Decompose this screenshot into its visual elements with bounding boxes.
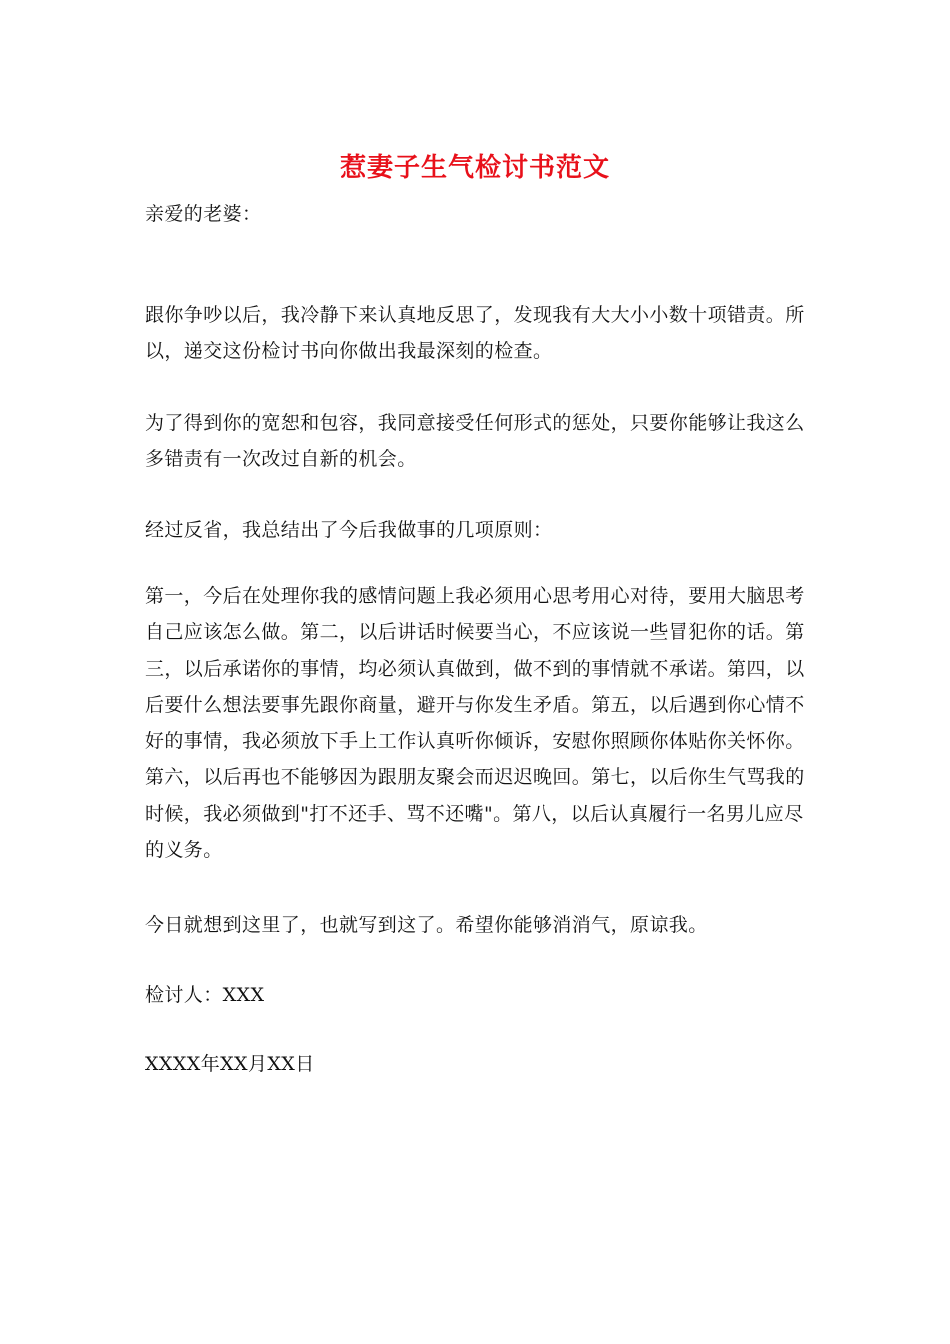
paragraph-forgiveness: 为了得到你的宽恕和包容，我同意接受任何形式的惩处，只要你能够让我这么多错责有一次改过自新的机会。 xyxy=(145,412,805,471)
document-title: 惹妻子生气检讨书范文 xyxy=(339,153,610,183)
paragraph-principles-list: 第一，今后在处理你我的感情问题上我必须用心思考用心对待，要用大脑思考自己应该怎么做。第二，以后讲话时候要当心，不应该说一些冒犯你的话。第三，以后承诺你的事情，均必须认真做到，做不到的事情就不承诺。第四，以后要什么想法要事先跟你商量，避开与你发生矛盾。第五，以后遇到你心情不好的事情，我必须放下手上工作认真听你倾诉，安慰你照顾你体贴你关怀你。第六，以后再也不能够因为跟朋友聚会而迟迟晚回。第七，以后你生气骂我的时候，我必须做到"打不还手、骂不还嘴"。第八，以后认真履行一名男儿应尽的义务。 xyxy=(145,585,805,862)
paragraph-reflection: 跟你争吵以后，我冷静下来认真地反思了，发现我有大大小小数十项错责。所以，递交这份检讨书向你做出我最深刻的检查。 xyxy=(145,304,805,363)
date: XXXX年XX月XX日 xyxy=(145,1053,315,1075)
paragraph-principles-intro: 经过反省，我总结出了今后我做事的几项原则： xyxy=(145,519,553,541)
paragraph-closing: 今日就想到这里了，也就写到这了。希望你能够消消气，原谅我。 xyxy=(145,914,708,936)
greeting: 亲爱的老婆： xyxy=(145,203,262,225)
signature: 检讨人：XXX xyxy=(145,984,265,1006)
